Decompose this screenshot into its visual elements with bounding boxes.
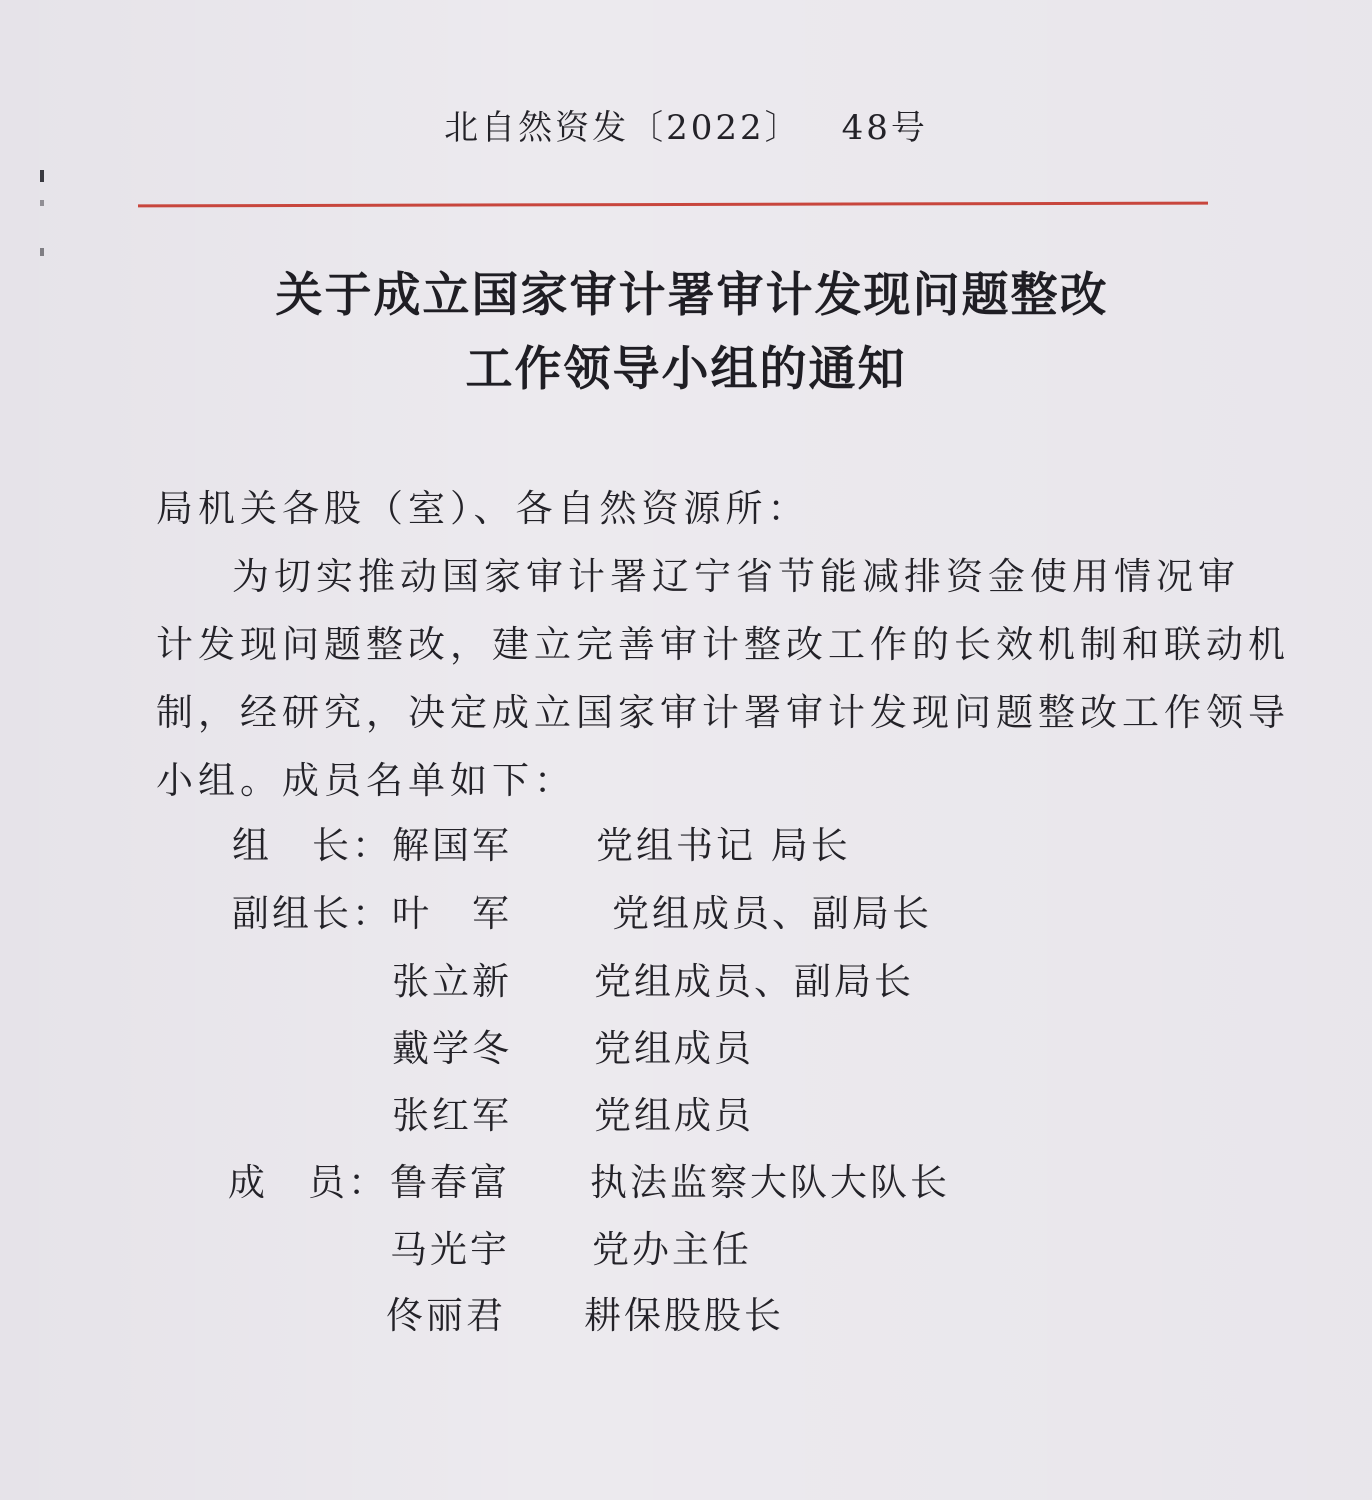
roster-position: 党组书记 局长 [596, 824, 851, 867]
body-line: 为切实推动国家审计署辽宁省节能减排资金使用情况审 [232, 555, 1240, 598]
red-header-rule [138, 202, 1208, 208]
salutation: 局机关各股（室）、各自然资源所： [156, 487, 810, 530]
roster-role: 成 员： [228, 1161, 388, 1204]
document-title-line-2: 工作领导小组的通知 [465, 342, 907, 397]
roster-position: 执法监察大队大队长 [590, 1161, 950, 1204]
document-number [0, 100, 1372, 149]
roster-position: 党办主任 [592, 1228, 752, 1271]
document-title-line-1: 关于成立国家审计署审计发现问题整改 [275, 268, 1109, 323]
roster-role: 副组长： [232, 892, 392, 935]
roster-name: 鲁春富 [390, 1161, 510, 1204]
roster-name: 张红军 [392, 1094, 512, 1137]
roster-name: 佟丽君 [386, 1294, 506, 1337]
roster-role: 组 长： [232, 824, 392, 867]
roster-position: 党组成员 [594, 1094, 754, 1137]
roster-position: 耕保股股长 [584, 1294, 784, 1337]
document-number-code: 北自然资发〔2022〕 [444, 108, 802, 148]
body-line: 制，经研究，决定成立国家审计署审计发现问题整改工作领导 [156, 691, 1290, 734]
roster-name: 叶 军 [392, 892, 512, 935]
roster-name: 张立新 [392, 960, 512, 1003]
roster-position: 党组成员、副局长 [594, 960, 914, 1003]
roster-name: 戴学冬 [392, 1027, 512, 1070]
roster-name: 解国军 [392, 824, 512, 867]
roster-name: 马光宇 [390, 1228, 510, 1271]
body-line: 计发现问题整改，建立完善审计整改工作的长效机制和联动机 [156, 623, 1290, 666]
roster-position: 党组成员、副局长 [612, 892, 932, 935]
binding-marks [38, 170, 46, 260]
document-number-suffix: 48号 [841, 108, 928, 148]
body-line: 小组。成员名单如下： [156, 759, 576, 802]
roster-position: 党组成员 [594, 1027, 754, 1070]
